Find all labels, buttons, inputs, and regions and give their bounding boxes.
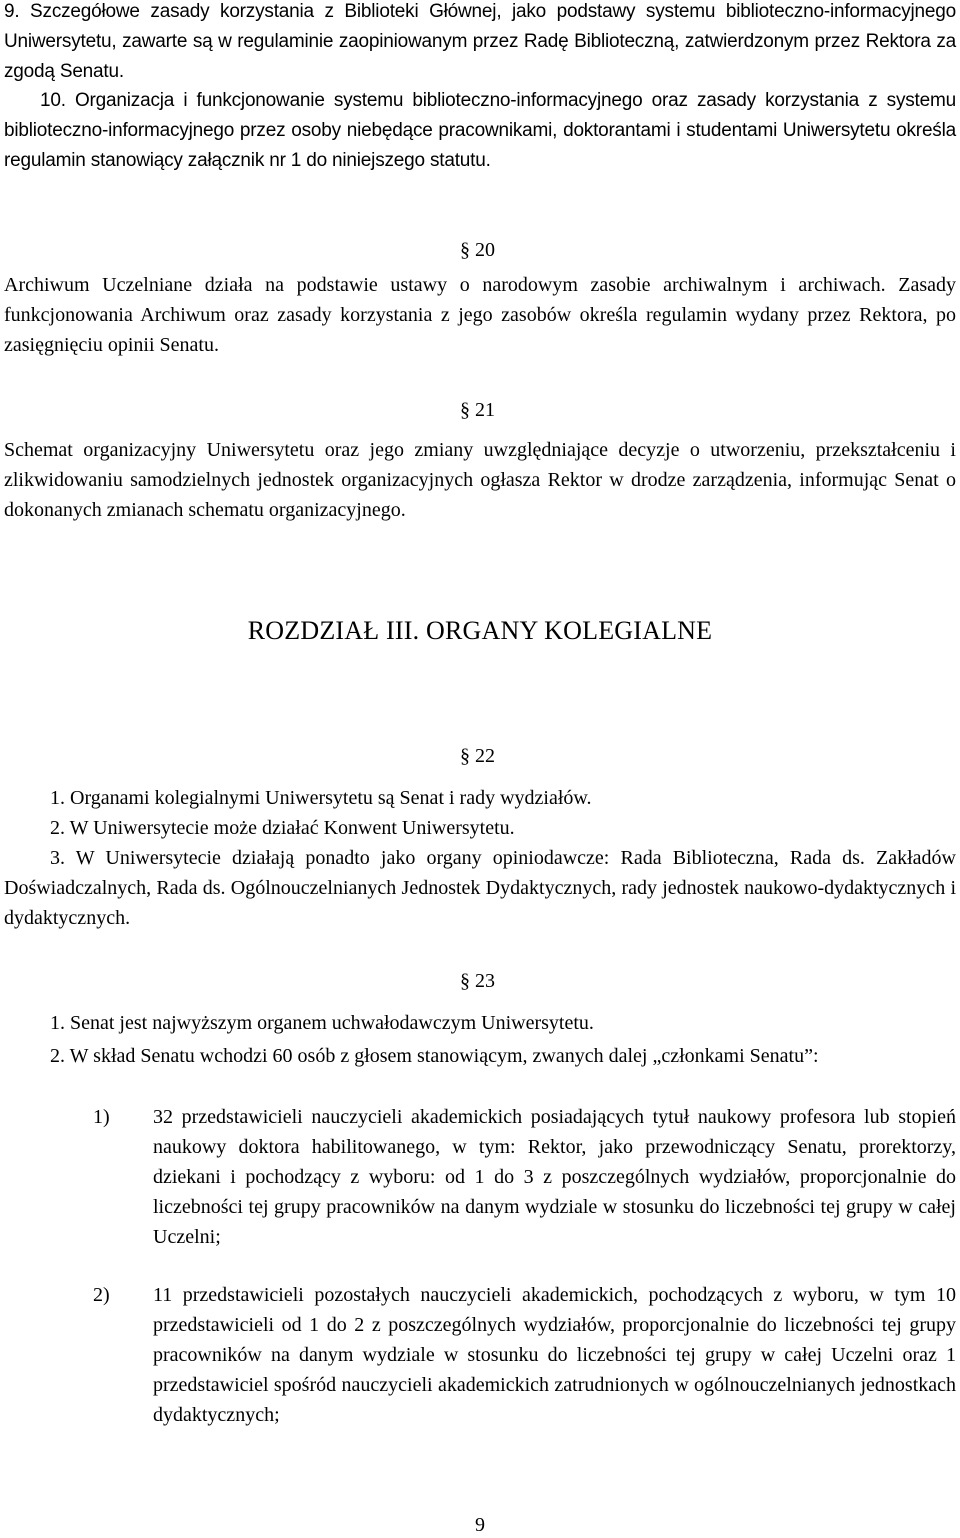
section-22-item-1: 1. Organami kolegialnymi Uniwersytetu są Senat i rady wydziałów. — [50, 787, 592, 809]
paragraph-item-9: 9. Szczegółowe zasady korzystania z Biblioteki Głównej, jako podstawy systemu biblioteczno-informacyjnego Uniwersytetu, zawarte są w regulaminie zaopiniowanym przez Radę Biblioteczną, zatwierdzonym przez Rektora za zgodą Senatu. — [4, 1, 956, 82]
sub-item-1-text: 32 przedstawicieli nauczycieli akademickich posiadających tytuł naukowy profesora lub stopień naukowy doktora habilitowanego, w tym: Rektor, jako przewodniczący Senatu, prorektorzy, dziekani i pochodzący z wyboru: od 1 do 3 z poszczególnych wydziałów, proporcjonalnie do liczebności tej grupy pracowników na danym wydziale w stosunku do liczebności tej grupy w całej Uczelni; — [153, 1106, 956, 1248]
chapter-heading: ROZDZIAŁ III. ORGANY KOLEGIALNE — [247, 616, 713, 645]
sub-item-2-text: 11 przedstawicieli pozostałych nauczycieli akademickich, pochodzących z wyboru, w tym 10 przedstawicieli od 1 do 2 z poszczególnych wydziałów, proporcjonalnie do liczebności tej grupy pracowników na danym wydziale w stosunku do liczebności tej grupy w całej Uczelni oraz 1 przedstawiciel spośród nauczycieli akademickich zatrudnionych w ogólnouczelnianych jednostkach dydaktycznych; — [153, 1284, 956, 1426]
sub-item-1-number: 1) — [93, 1106, 110, 1128]
section-21-heading: § 21 — [460, 399, 495, 421]
section-22-item-2: 2. W Uniwersytecie może działać Konwent Uniwersytetu. — [50, 817, 515, 839]
section-20-heading: § 20 — [460, 239, 495, 261]
paragraph-item-10: 10. Organizacja i funkcjonowanie systemu biblioteczno-informacyjnego oraz zasady korzystania z systemu biblioteczno-informacyjnego przez osoby niebędące pracownikami, doktorantami i studentami Uniwersytetu określa regulamin stanowiący załącznik nr 1 do niniejszego statutu. — [4, 90, 956, 171]
section-23-item-1: 1. Senat jest najwyższym organem uchwałodawczym Uniwersytetu. — [50, 1012, 594, 1034]
section-23-item-2: 2. W skład Senatu wchodzi 60 osób z głosem stanowiącym, zwanych dalej „członkami Senatu”: — [50, 1045, 819, 1067]
sub-item-2-number: 2) — [93, 1284, 110, 1306]
page-number: 9 — [475, 1514, 485, 1536]
section-22-item-3: 3. W Uniwersytecie działają ponadto jako organy opiniodawcze: Rada Biblioteczna, Rada ds. Zakładów Doświadczalnych, Rada ds. Ogólnouczelnianych Jednostek Dydaktycznych, rady jednostek naukowo-dydaktycznych i dydaktycznych. — [4, 847, 956, 929]
section-22-heading: § 22 — [460, 745, 495, 767]
section-20-text: Archiwum Uczelniane działa na podstawie ustawy o narodowym zasobie archiwalnym i archiwach. Zasady funkcjonowania Archiwum oraz zasady korzystania z jego zasobów określa regulamin wydany przez Rektora, po zasięgnięciu opinii Senatu. — [4, 274, 956, 356]
section-23-heading: § 23 — [460, 970, 495, 992]
section-21-text: Schemat organizacyjny Uniwersytetu oraz jego zmiany uwzględniające decyzje o utworzeniu, przekształceniu i zlikwidowaniu samodzielnych jednostek organizacyjnych ogłasza Rektor w drodze zarządzenia, informując Senat o dokonanych zmianach schematu organizacyjnego. — [4, 439, 956, 521]
